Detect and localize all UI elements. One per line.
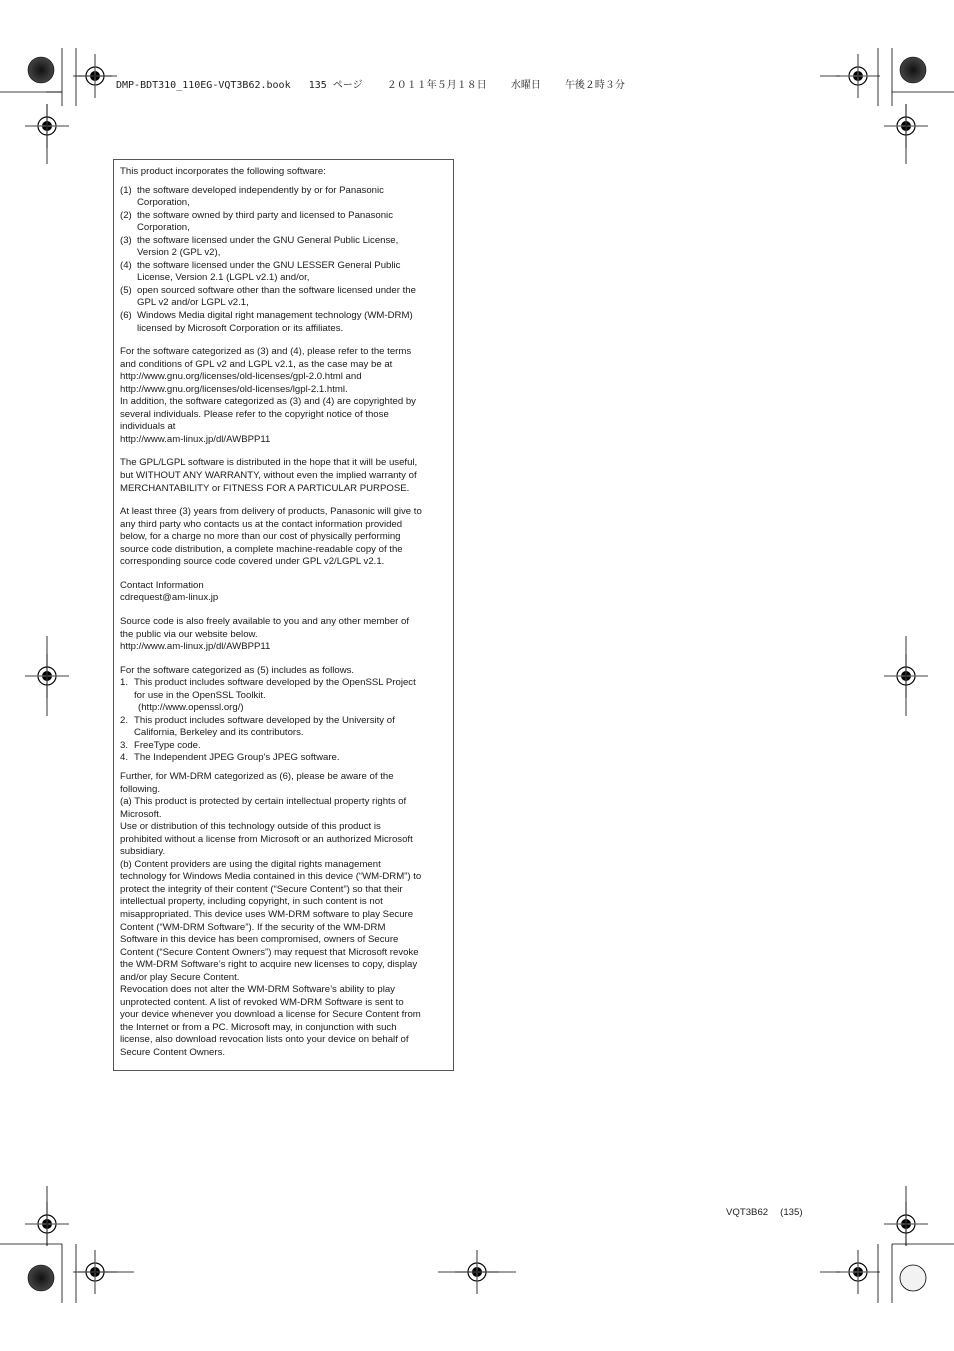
list-item: 3. FreeType code. — [120, 739, 201, 751]
website-paragraph: Source code is also freely available to you and any other member of the public via our website below. http://www.am-linux.jp/dl/AWBPP11 — [120, 616, 447, 654]
header-filename: DMP-BDT310_110EG-VQT3B62.book — [116, 80, 291, 91]
print-header — [116, 76, 625, 91]
color-target-bottom-right — [900, 1265, 926, 1291]
list-item: 4. The Independent JPEG Group's JPEG software. — [120, 752, 340, 764]
color-target-top-left — [28, 57, 54, 83]
registration-mark — [836, 54, 880, 98]
wmdrm-paragraph: Further, for WM-DRM categorized as (6), please be aware of the following. (a) This product is protected by certain intellectual property rights of Microsoft. Use or distribution of this technology outside of this product is prohibited without a license from Microsoft or an authorized Microsoft subsidiary. (b) Content providers are using the digital rights management technology for Windows Media contained in this device (“WM-DRM”) to protect the integrity of their content (“Secure Content”) so that their intellectual property, including copyright, in such content is not misappropriated. This device uses WM-DRM software to play Secure Content (“WM-DRM Software”). If the security of the WM-DRM Software in this device has been compromised, owners of Secure Content (“Secure Content Owners”) may request that Microsoft revoke the WM-DRM Software’s right to acquire new licenses to copy, display and/or play Secure Content. Revocation does not alter the WM-DRM Software’s ability to play unprotected content. A list of revoked WM-DRM Software is sent to your device whenever you download a license for Secure Content from the Internet or from a PC. Microsoft may, in conjunction with such license, also download revocation lists onto your device on behalf of Secure Content Owners. — [120, 770, 422, 1058]
gpl-link: http://www.gnu.org/licenses/old-licenses/gpl-2.0.html and — [120, 371, 362, 383]
header-page: 135 — [308, 80, 327, 91]
list-item: (1) the software developed independently by or for Panasonic Corporation, — [120, 184, 384, 209]
category5-list — [120, 677, 447, 765]
contact-email: cdrequest@am-linux.jp — [120, 592, 219, 604]
category5-intro: For the software categorized as (5) includes as follows. — [120, 664, 355, 676]
warranty-paragraph: The GPL/LGPL software is distributed in the hope that it will be useful, but WITHOUT ANY WARRANTY, without even the implied warranty of MERCHANTABILITY or FITNESS FOR A PARTICULAR PURPOSE. — [120, 457, 418, 494]
registration-mark — [836, 1250, 880, 1294]
lgpl-link: http://www.gnu.org/licenses/old-licenses/lgpl-2.1.html. — [120, 383, 348, 395]
gpl-refer-paragraph: For the software categorized as (3) and (4), please refer to the terms and conditions of GPL v2 and LGPL v2.1, as the case may be at http://www.gnu.org/licenses/old-licenses/gpl-2.0.html and http://www.gnu.org/licenses/old-licenses/lgpl-2.1.html. In addition, the software categorized as (3) and (4) are copyrighted by several individuals. Please refer to the copyright notice of those individuals at http://www.am-linux.jp/dl/AWBPP11 — [120, 346, 447, 446]
document-code: VQT3B62 — [726, 1207, 769, 1218]
intro-text: This product incorporates the following software: — [120, 166, 326, 177]
header-weekday: 水曜日 — [510, 80, 541, 91]
list-item: (2) the software owned by third party and licensed to Panasonic Corporation, — [120, 209, 393, 234]
source-offer-paragraph: At least three (3) years from delivery of products, Panasonic will give to any third party who contacts us at the contact information provided below, for a charge no more than our cost of physically performing source code distribution, a complete machine-readable copy of the corresponding source code covered under GPL v2/LGPL v2.1. — [120, 506, 422, 568]
software-list — [120, 185, 447, 336]
list-item: 2. This product includes software developed by the University of California, Berkeley and its contributors. — [120, 714, 395, 739]
contact-block — [120, 580, 447, 605]
header-date: ２０１１年５月１８日 — [386, 80, 487, 91]
list-item: (5) open sourced software other than the software licensed under the GPL v2 and/or LGPL v2.1, — [120, 284, 416, 309]
color-target-top-right — [900, 57, 926, 83]
header-time: 午後２時３分 — [564, 80, 625, 91]
list-item: 1. This product includes software developed by the OpenSSL Project for use in the OpenSSL Toolkit. (http://www.openssl.org/) — [120, 677, 416, 714]
list-item: (3) the software licensed under the GNU General Public License, Version 2 (GPL v2), — [120, 234, 399, 259]
website-link: http://www.am-linux.jp/dl/AWBPP11 — [120, 641, 271, 653]
copyright-link: http://www.am-linux.jp/dl/AWBPP11 — [120, 433, 271, 445]
list-item: (6) Windows Media digital right management technology (WM-DRM) licensed by Microsoft Corporation or its affiliates. — [120, 310, 413, 334]
page-footer — [726, 1207, 803, 1218]
license-notice-box — [113, 159, 454, 1071]
page-number: (135) — [780, 1207, 803, 1218]
list-item: (4) the software licensed under the GNU LESSER General Public License, Version 2.1 (LGPL v2.1) and/or, — [120, 259, 401, 284]
header-page-suffix: ページ — [332, 80, 363, 91]
color-target-bottom-left — [28, 1265, 54, 1291]
contact-label: Contact Information — [120, 579, 204, 591]
